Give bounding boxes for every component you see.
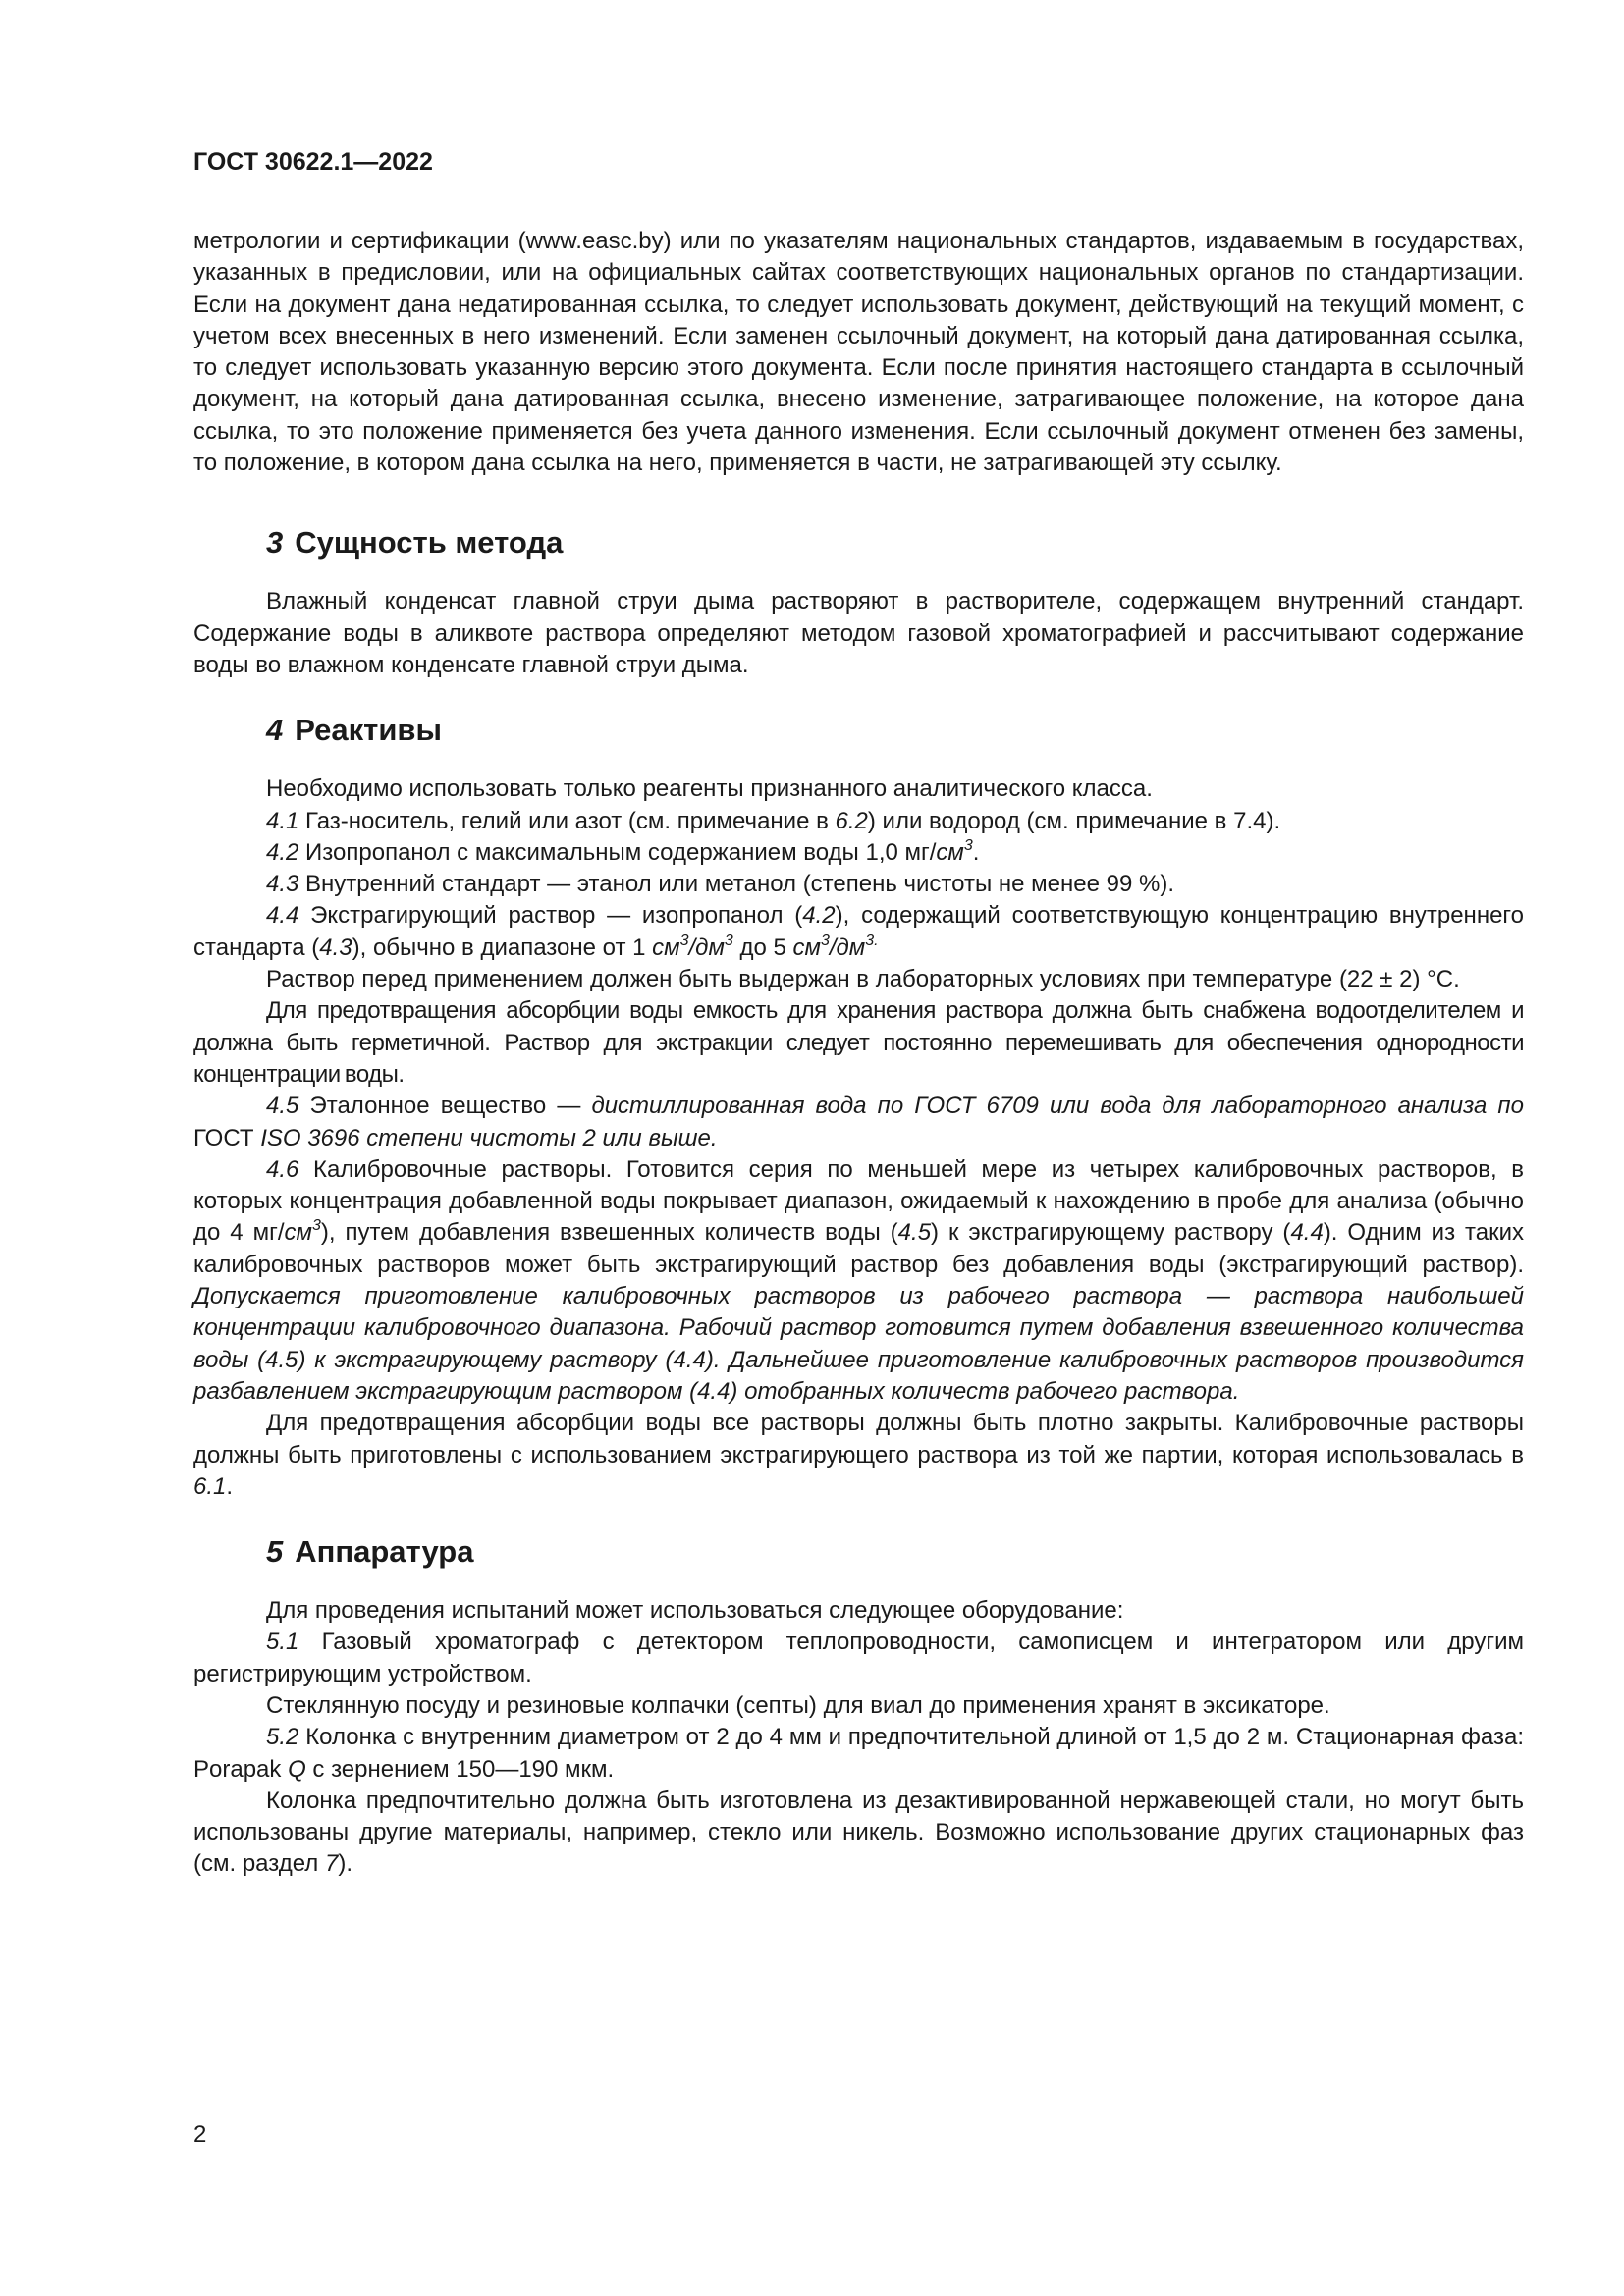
section-4-heading bbox=[193, 711, 1524, 750]
absorption-paragraph-2: Для предотвращения абсорбции воды все растворы должны быть плотно закрыты. Калибровочные растворы должны быть приготовлены с использованием экстрагирующего раствора из той же партии, которая использовалась в 6.1. bbox=[193, 1410, 1524, 1500]
section-number: 3 bbox=[266, 525, 284, 561]
section-number: 5 bbox=[266, 1534, 284, 1570]
section-5-intro: Для проведения испытаний может использоваться следующее оборудование: bbox=[266, 1597, 1124, 1625]
section-3-heading bbox=[193, 523, 1524, 562]
section-title: Реактивы bbox=[295, 713, 442, 748]
intro-paragraph: метрологии и сертификации (www.easc.by) или по указателям национальных стандартов, издаваемым в государствах, указанных в предисловии, или на официальных сайтах соответствующих национальных органов по стандартизации. Если на документ дана недатированная ссылка, то следует использовать документ, действующий на текущий момент, с учетом всех внесенных в него изменений. Если заменен ссылочный документ, на который дана датированная ссылка, то следует использовать указанную версию этого документа. Если после принятия настоящего стандарта в ссылочный документ, на который дана датированная ссылка, внесено изменение, затрагивающее положение, на которое дана ссылка, то это положение применяется без учета данного изменения. Если ссылочный документ отменен без замены, то положение, в котором дана ссылка на него, применяется в части, не затрагивающей эту ссылку. bbox=[193, 228, 1524, 477]
clause-4-6: 4.6 Калибровочные растворы. Готовится серия по меньшей мере из четырех калибровочных растворов, в которых концентрация добавленной воды покрывает диапазон, ожидаемый к нахождению в пробе для анализа (обычно до 4 $мг/см^3$), путем добавления взвешенных количеств воды (4.5) к экстрагирующему раствору (4.4). Одним из таких калибровочных растворов может быть экстрагирующий раствор без добавления воды (экстрагирующий раствор). Допускается приготовление калибровочных растворов из рабочего раствора — раствора наибольшей концентрации калибровочного диапазона. Рабочий раствор готовится путем добавления взвешенного количества воды (4.5) к экстрагирующему раствору (4.4). Дальнейшее приготовление калибровочных растворов производится разбавлением экстрагирующим раствором (4.4) отобранных количеств рабочего раствора. bbox=[193, 1155, 1524, 1405]
column-paragraph: Колонка предпочтительно должна быть изготовлена из дезактивированной нержавеющей стали, но могут быть использованы другие материалы, например, стекло или никель. Возможно использование других стационарных фаз (см. раздел 7). bbox=[193, 1787, 1524, 1878]
document-page bbox=[193, 147, 1524, 1881]
page-number: 2 bbox=[193, 2121, 207, 2148]
section-title: Сущность метода bbox=[295, 525, 564, 561]
section-4-intro: Необходимо использовать только реагенты признанного аналитического класса. bbox=[266, 775, 1153, 803]
clause-4-5: 4.5 Эталонное вещество — дистиллированная вода по ГОСТ 6709 или вода для лабораторного анализа по ГОСТ ISO 3696 степени чистоты 2 или выше. bbox=[193, 1093, 1524, 1151]
clause-5-1: 5.1 Газовый хроматограф с детектором теплопроводности, самописцем и интегратором или другим регистрирующим устройством. bbox=[193, 1629, 1524, 1687]
clause-5-2: 5.2 Колонка с внутренним диаметром от 2 до 4 мм и предпочтительной длиной от 1,5 до 2 м. Стационарная фаза: Porapak Q с зернением 150—190 мкм. bbox=[193, 1724, 1524, 1783]
section-number: 4 bbox=[266, 713, 284, 748]
section-title: Аппаратура bbox=[295, 1534, 474, 1570]
temperature-paragraph: Раствор перед применением должен быть выдержан в лабораторных условиях при температуре (22 ± 2) °С. bbox=[266, 966, 1460, 993]
absorption-paragraph-1: Для предотвращения абсорбции воды емкость для хранения раствора должна быть снабжена водоотделителем и должна быть герметичной. Раствор для экстракции следует постоянно перемешивать для обеспечения однородности концентрации воды. bbox=[193, 997, 1524, 1088]
document-code: ГОСТ 30622.1—2022 bbox=[193, 148, 433, 176]
clause-4-4: 4.4 Экстрагирующий раствор — изопропанол (4.2), содержащий соответствующую концентрацию внутреннего стандарта (4.3), обычно в диапазоне от 1 $см^3/дм^3$ до 5 $см^3/дм^{3.}$ bbox=[193, 902, 1524, 961]
glassware-paragraph: Стеклянную посуду и резиновые колпачки (септы) для виал до применения хранят в эксикаторе. bbox=[266, 1691, 1330, 1719]
clause-4-3: 4.3 Внутренний стандарт — этанол или метанол (степень чистоты не менее 99 %). bbox=[266, 871, 1174, 898]
clause-4-2: 4.2 Изопропанол с максимальным содержанием воды 1,0 $мг/см^3$. bbox=[266, 836, 980, 866]
section-5-heading bbox=[193, 1532, 1524, 1572]
clause-4-1: 4.1 Газ-носитель, гелий или азот (см. примечание в 6.2) или водород (см. примечание в 7.4). bbox=[266, 807, 1281, 834]
section-3-paragraph: Влажный конденсат главной струи дыма растворяют в растворителе, содержащем внутренний стандарт. Содержание воды в аликвоте раствора определяют методом газовой хроматографией и рассчитывают содержание воды во влажном конденсате главной струи дыма. bbox=[193, 588, 1524, 678]
